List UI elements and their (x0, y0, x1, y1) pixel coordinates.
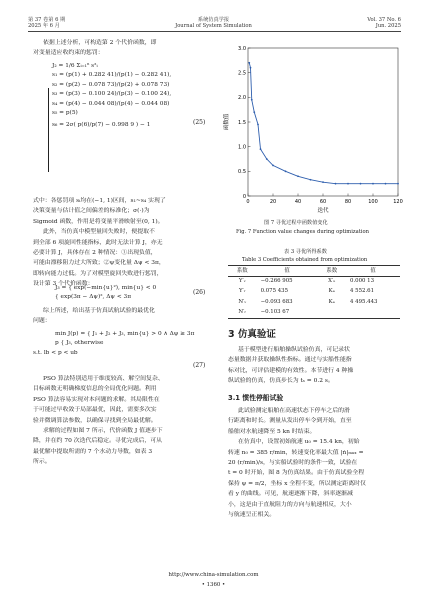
table-cell: −0.266 905 (260, 277, 293, 284)
table-row (228, 286, 400, 297)
x-tick-label: 0 (246, 199, 250, 205)
table-bottom-rule (228, 318, 400, 319)
table-cell: 0.000 13 (350, 277, 375, 284)
data-point (372, 183, 374, 185)
table-cell: N′ᵥ (238, 298, 247, 305)
table-row (228, 297, 400, 308)
paragraph-summary: 综上所述，给出基于仿真试航试验的最优化 问题： (33, 308, 155, 325)
table-row (228, 276, 400, 287)
table-header-cell: 系数 (326, 268, 338, 275)
table-cell: X′ᵤ (328, 277, 336, 284)
table3-caption-en: Table 3 Coefficients obtained from optimization (242, 257, 368, 263)
section-3-1-heading: 3.1 惯性停船试验 (228, 394, 284, 402)
table-cell: Y′ᵣ (238, 288, 246, 295)
table-cell: Y′ᵥ (238, 277, 246, 284)
table-cell: 0.075 435 (260, 288, 289, 295)
data-point (310, 179, 312, 181)
data-point (250, 67, 252, 69)
table-header-cell: 系数 (236, 268, 248, 275)
optimization-chart (220, 38, 406, 216)
table-cell (346, 307, 400, 318)
data-point (248, 62, 250, 64)
y-tick-label: 1.5 (238, 119, 246, 126)
section-3-heading: 3 仿真验证 (228, 329, 276, 340)
x-tick-label: 120 (393, 199, 403, 205)
footer-page-number: • 1360 • (201, 582, 226, 588)
x-tick-label: 100 (368, 199, 378, 205)
data-point (257, 124, 259, 126)
header-rule (28, 31, 401, 32)
table-row (228, 307, 400, 318)
plot-frame (248, 48, 398, 196)
x-tick-label: 20 (269, 199, 277, 205)
y-tick-label: 0.5 (238, 169, 246, 176)
table3-caption-zh: 表 3 寻优所得系数 (284, 249, 327, 255)
data-point (335, 183, 337, 185)
data-point (397, 183, 399, 185)
table-header-cell: 值 (284, 268, 290, 275)
table-cell: 4 552.61 (350, 288, 375, 295)
section-3-body: 基于模型进行船舶操纵试验仿真，可记录状 态量数据并获取操纵性指标。通过与实船性能指 标对比，可评估建模的有效性。本节进行 4 种操 纵试验的仿真，仿真步长为 tₛ = 0.2 s。 (228, 347, 354, 385)
data-point (385, 183, 387, 185)
data-point (322, 181, 324, 183)
table-cell (317, 307, 346, 318)
paragraph-penalty: 式中：各惩罚项 sᵢ均在(−1, 1)区间，s₁~s₄ 实现了 决策变量与估计值之间偏差的标准化；σ(·)为 Sigmoid 函数，作用是将变量平滑映射至(0, 1)。 此外，当仿真中模型量回失败时，便提取不 到全部 6 项旋回性能指标，此时无法计算 J，亦无 必要计算 J，具体存在 2 种情况：①出现负值， 可能由漂移阻力过大所致；②ψ变化量 Δψ < 3π， 即转向能力过低。为了对模型旋回失败进行惩罚， 设计第 3 个代价函数： (33, 198, 166, 288)
data-point (347, 183, 349, 185)
intro-text: 依据上述分析，可构造第 2 个代价函数，即 对变量适应收约束的惩罚： (33, 40, 157, 57)
table-cell: Kₐ (328, 288, 335, 295)
fig7-caption-en: Fig. 7 Function value changes during optimization (236, 229, 369, 235)
y-tick-label: 2.0 (238, 95, 246, 102)
equation-26: J₃ = { exp(−min{u}²), min{u} < 0 { exp(3π − Δψ)², Δψ < 3π (55, 285, 157, 301)
coefficients-table (228, 265, 400, 318)
data-point (297, 175, 299, 177)
x-tick-label: 80 (344, 199, 352, 205)
eq27-number: (27) (193, 362, 206, 369)
section-3-1-body: 此试验测定船舶在高速状态下停车之后的滑 行距离和时长。测量从发出停车令到开始，直至 船舶对水航速降至 5 kn 时结束。 在仿真中，设置初始航速 u₀ = 15.4 kn，初始 转速 n₀ = 385 r/min，转速变化率最大值 |ṅ|ₘₐₓ = 20 (r/min)/s，与实船试验时的条件一致，试验在 t = 0 时开始，图 8 为仿真结果。由于仿真试验全程 保持 ψ = π/2，坐标 x 全程不变，所以测定距离时仅 看 y 的曲线。可见，航速逐渐下降，斜率逐渐减 小，这是由于直航阻力的方向与航速相反，大小 与航速呈正相关。 (228, 408, 366, 519)
table-cell: Kₐ (328, 298, 335, 305)
fig7-caption-zh: 图 7 寻优过程中函数值变化 (264, 220, 328, 226)
y-tick-label: 1.0 (238, 144, 246, 151)
y-axis-label: 函数值 (224, 113, 230, 131)
y-tick-label: 3.0 (238, 45, 246, 52)
data-point (266, 158, 268, 160)
data-point (285, 170, 287, 172)
table-cell: −0.103 67 (260, 309, 290, 316)
data-point (260, 148, 262, 150)
footer-url: http://www.china-simulation.com (168, 572, 259, 578)
data-point (251, 99, 253, 101)
paragraph-pso: PSO 算法特别适用于维度较高、解空间复杂、 目标函数无明确梯度信息的全局优化问题。利用 PSO 算法容易实现对本问题的求解。其局限性在 于可能过早收敛于局部最优，因此，需要多次实 验并微调算法参数，以确保寻找到全局最优解。 求解的过程如图 7 所示，代价函数 J 值逐步下 降，并在约 70 次迭代后稳定。寻优完成后，可从 最优解中提取所需的 7 个水动力导数，如表 3 所示。 (33, 376, 164, 466)
eq25-number: (25) (193, 119, 206, 126)
table-header-cell: 值 (370, 268, 376, 275)
data-point (272, 165, 274, 167)
equation-25: J₂ = 1/6 Σᵢ₌₁⁶ s²ᵢ s₁ = (p(1) + 0.282 41)/(p(1) − 0.282 41), s₂ = (p(2) − 0.078 73)/(p(2) + 0.078 73) s₃ = (p(3) − 0.100 24)/(p(3) − 0.100 24), s₄ = (p(4) − 0.044 08)/(p(4) − 0.044 08) s₅ = p(5) s₆ = 2σ( p(6)/p(7) − 0.998 9 ) − 1 (52, 63, 172, 129)
table-cell: −0.093 683 (260, 298, 293, 305)
x-tick-label: 40 (294, 199, 302, 205)
table-header-row (228, 265, 400, 276)
data-point (253, 111, 255, 113)
table-cell: 4 495.443 (350, 298, 378, 305)
eq25-brace (48, 88, 49, 172)
function-value-line (249, 63, 398, 184)
x-axis-label: 迭代 (317, 208, 329, 214)
header-journal: 系统仿真学报 Journal of System Simulation (175, 17, 252, 30)
header-issue: Vol. 37 No. 6 Jun. 2025 (367, 17, 401, 30)
data-point (360, 183, 362, 185)
equation-27: min J(p) = { J₁ + J₂ + J₃, min{u} > 0 ∧ Δψ ≥ 3π p { J₃, otherwise s.t. lb < p < ub (33, 331, 195, 356)
header-volume: 第 37 卷第 6 期 2025 年 6 月 (28, 17, 66, 30)
x-tick-label: 60 (319, 199, 327, 205)
eq26-number: (26) (193, 289, 206, 296)
y-tick-label: 0 (242, 193, 246, 200)
y-tick-label: 2.5 (238, 70, 246, 77)
table-cell: N′ᵣ (238, 309, 247, 316)
